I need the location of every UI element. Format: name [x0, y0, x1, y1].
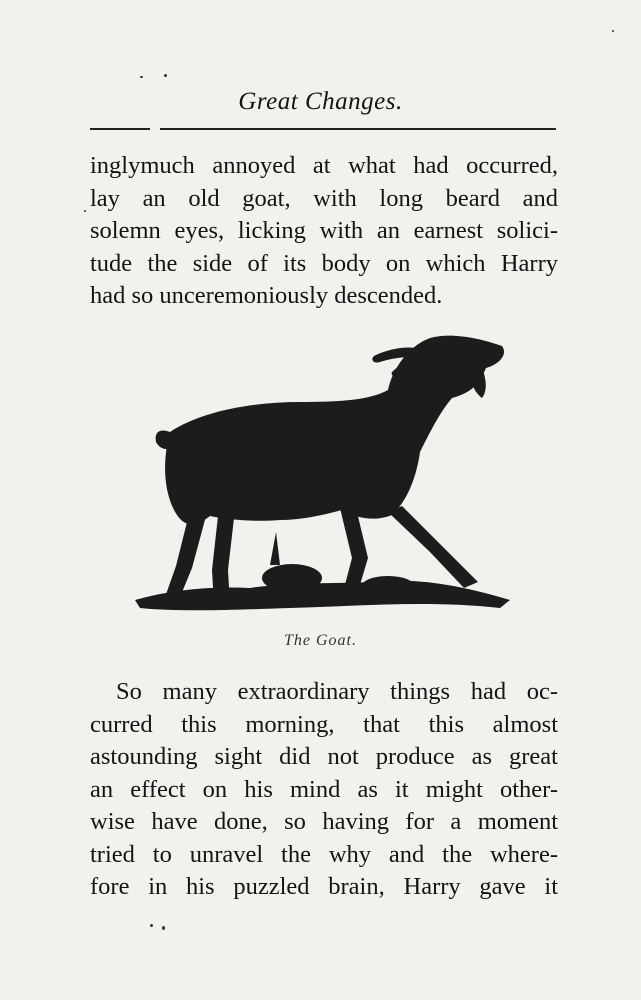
text-line: tude the side of its body on which Harry	[90, 249, 558, 277]
running-head: Great Changes.	[238, 88, 403, 115]
text-line: So many extraordinary things had oc-	[116, 678, 558, 705]
paragraph-top	[90, 150, 558, 313]
paragraph-bottom	[90, 676, 558, 904]
text-line: had so unceremoniously descended.	[90, 282, 443, 309]
text-line: astounding sight did not produce as great	[90, 743, 558, 770]
text-line: tried to unravel the why and the where-	[90, 840, 558, 868]
print-speck	[84, 210, 86, 212]
print-speck	[150, 924, 153, 927]
text-line: an effect on his mind as it might other-	[90, 775, 558, 803]
print-speck	[164, 74, 167, 77]
print-speck	[162, 926, 165, 930]
text-line: inglymuch annoyed at what had occurred,	[90, 152, 558, 179]
print-speck	[612, 30, 614, 32]
text-line: wise have done, so having for a moment	[90, 808, 558, 835]
print-speck	[140, 76, 143, 78]
header-rule-left	[90, 128, 150, 130]
illustration-caption: The Goat.	[284, 632, 357, 649]
text-line: fore in his puzzled brain, Harry gave it	[90, 873, 558, 900]
text-line: lay an old goat, with long beard and	[90, 184, 558, 212]
text-line: solemn eyes, licking with an earnest solici-	[90, 217, 558, 244]
header-rule-right	[160, 128, 556, 130]
goat-engraving-icon	[130, 320, 520, 620]
text-line: curred this morning, that this almost	[90, 710, 558, 738]
